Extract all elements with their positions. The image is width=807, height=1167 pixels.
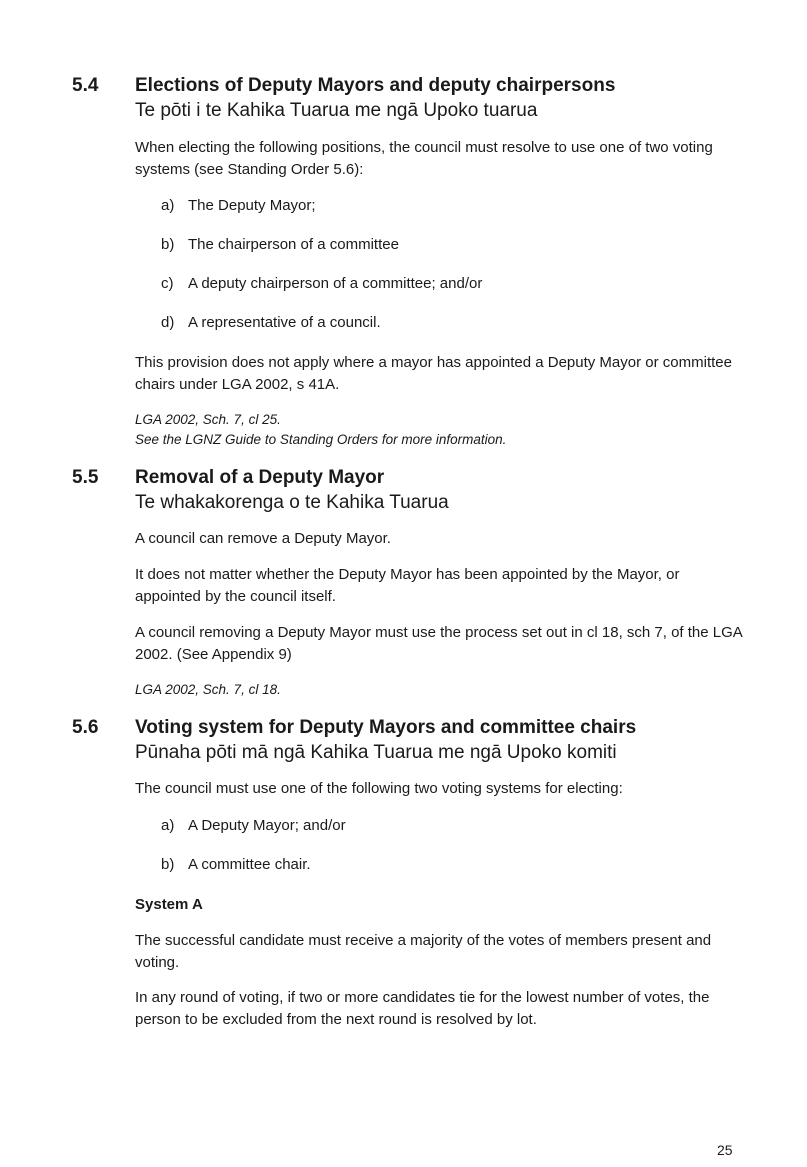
list-marker: b) xyxy=(161,856,175,873)
list-marker: a) xyxy=(161,817,175,834)
section-intro: When electing the following positions, the council must resolve to use one of two voting systems (see Standing Order 5.6): xyxy=(135,139,713,178)
list-item-text: A Deputy Mayor; and/or xyxy=(188,817,346,834)
page-number: 25 xyxy=(717,1142,733,1158)
list-marker: b) xyxy=(161,236,175,253)
section-number: 5.6 xyxy=(72,717,99,738)
section-subtitle: Pūnaha pōti mā ngā Kahika Tuarua me ngā Upoko komiti xyxy=(135,742,617,763)
paragraph: In any round of voting, if two or more candidates tie for the lowest number of votes, the person to be excluded from the next round is resolved by lot. xyxy=(135,989,710,1028)
list-item xyxy=(161,195,316,217)
list-item xyxy=(161,273,482,295)
list-item-text: A deputy chairperson of a committee; and/or xyxy=(188,275,483,292)
paragraph: The successful candidate must receive a majority of the votes of members present and voting. xyxy=(135,932,712,971)
list-item xyxy=(161,815,346,837)
guide-reference: See the LGNZ Guide to Standing Orders for more information. xyxy=(135,432,507,447)
paragraph: It does not matter whether the Deputy Mayor has been appointed by the Mayor, or appointed by the council itself. xyxy=(135,566,680,605)
paragraph: A council removing a Deputy Mayor must use the process set out in cl 18, sch 7, of the LGA 2002. (See Appendix 9) xyxy=(135,624,742,663)
system-heading: System A xyxy=(135,896,203,913)
list-item-text: A committee chair. xyxy=(188,856,311,873)
section-title: Voting system for Deputy Mayors and committee chairs xyxy=(135,717,637,738)
section-number: 5.5 xyxy=(72,467,99,488)
list-marker: a) xyxy=(161,197,175,214)
list-item xyxy=(161,854,311,876)
list-item-text: The Deputy Mayor; xyxy=(188,197,316,214)
list-item xyxy=(161,234,399,256)
section-title: Removal of a Deputy Mayor xyxy=(135,467,385,488)
legislation-reference: LGA 2002, Sch. 7, cl 18. xyxy=(135,682,281,697)
section-subtitle: Te pōti i te Kahika Tuarua me ngā Upoko tuarua xyxy=(135,100,538,121)
list-item-text: The chairperson of a committee xyxy=(188,236,399,253)
section-title: Elections of Deputy Mayors and deputy chairpersons xyxy=(135,75,616,96)
section-subtitle: Te whakakorenga o te Kahika Tuarua xyxy=(135,492,449,513)
list-item-text: A representative of a council. xyxy=(188,314,381,331)
section-number: 5.4 xyxy=(72,75,99,96)
list-marker: c) xyxy=(161,275,174,292)
legislation-reference: LGA 2002, Sch. 7, cl 25. xyxy=(135,412,281,427)
list-marker: d) xyxy=(161,314,175,331)
section-intro: The council must use one of the following two voting systems for electing: xyxy=(135,780,623,797)
section-note: This provision does not apply where a mayor has appointed a Deputy Mayor or committee chairs under LGA 2002, s 41A. xyxy=(135,354,732,393)
paragraph: A council can remove a Deputy Mayor. xyxy=(135,530,391,547)
list-item xyxy=(161,312,381,334)
